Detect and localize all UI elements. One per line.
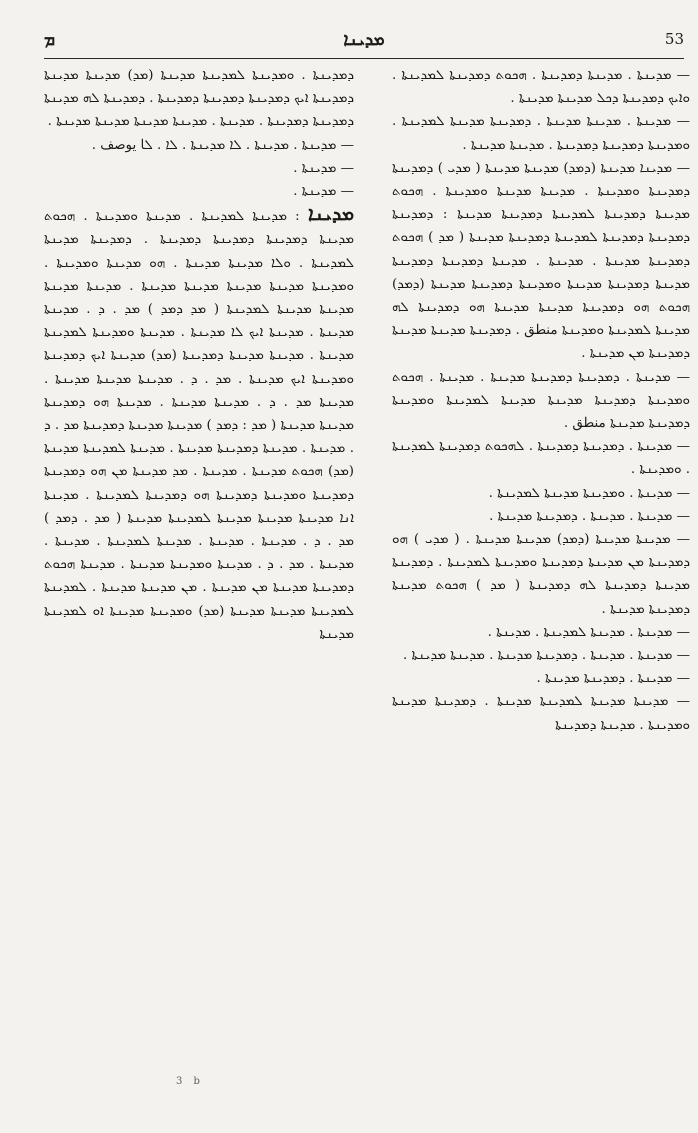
entry-paragraph: — ܡܕܝܢܬܐ . — [293, 184, 354, 200]
running-title: ܡܕܝܢܐ — [343, 30, 385, 50]
entry-paragraph: — ܡܕܝܢܬܐ . ܘܡܕܝܢܬܐ ܡܕܝܢܬܐ ܠܡܕܝܢܬܐ . — [488, 485, 690, 501]
entry-paragraph: — ܡܕܝܢܬܐ . ܡܕܝܢܬܐ ܡܕܝܢܬܐ . ܕܡܕܝܢܬܐ ܡܕܝܢܬܐ ܠܡܕܝܢܬܐ . ܘܡܕܝܢܬܐ ܕܡܕܝܢܬܐ ܕܡܕܝܢܬܐ . ܡܕܝܢܬܐ ܡܕܝܢܬܐ . — [392, 114, 690, 153]
left-column — [44, 64, 354, 1084]
page-header — [44, 30, 684, 54]
entry-paragraph: — ܡܕܝܢܬܐ . ܕܡܕܝܢܬܐ ܡܕܝܢܬܐ . — [536, 671, 690, 687]
entry-paragraph: — ܡܕܝܢܬܐ ܡܕܝܢܬܐ ܠܡܕܝܢܬܐ ܡܕܝܢܬܐ . ܕܡܕܝܢܬܐ ܡܕܝܢܬܐ ܘܡܕܝܢܬܐ . ܡܕܝܢܬܐ ܕܡܕܝܢܬܐ — [392, 694, 690, 733]
header-rule — [44, 58, 684, 59]
page-number: 53 — [664, 30, 684, 48]
entry-paragraph: — ܡܕܝܢܐ ܡܕܝܢܬܐ (ܕܡܕ) ܡܕܝܢܬܐ ܡܕܝܢܬܐ ( ܡܕܝ ) ܕܡܕܝܢܬܐ ܕܡܕܝܢܬܐ ܘܡܕܝܢܬܐ . ܡܕܝܢܬܐ ܡܕܝܢܬܐ ܘܡܕܝܢܬܐ . ܗܟܘܬ ܡܕܝܢܬܐ ܕܡܕܝܢܬܐ ܠܡܕܝܢܬܐ ܕܡܕܝܢܬܐ ܡܕܝܢܬܐ : ܕܡܕܝܢܬܐ ܕܡܕܝܢܬܐ ܕܡܕܝܢܬܐ ܠܡܕܝܢܬܐ ܕܡܕܝܢܬܐ ܡܕܝܢܬܐ ( ܡܕ ) ܗܟܘܬ ܕܡܕܝܢܬܐ ܡܕܝܢܬܐ . ܡܕܝܢܬܐ . ܡܕܝܢܬܐ ܕܡܕܝܢܬܐ ܕܡܕܝܢܬܐ ܡܕܝܢܬܐ ܕܡܕܝܢܬܐ ܡܕܝܢܬܐ ܘܡܕܝܢܬܐ ܕܡܕܝܢܬܐ ܡܕܝܢܬܐ (ܕܡܕ) ܗܟܘܬ ܗܘ ܕܡܕܝܢܬܐ ܡܕܝܢܬܐ ܡܕܝܢܬܐ ܗܘ ܕܡܕܝܢܬܐ ܠܗ ܡܕܝܢܬܐ ܠܡܕܝܢܬܐ ܘܡܕܝܢܬܐ منطق . ܕܡܕܝܢܬܐ ܡܕܝܢܬܐ ܡܕܝܢܬܐ ܕܡܕܝܢܬܐ ܡܢ ܡܕܝܢܬܐ . — [392, 160, 690, 362]
entry-paragraph: — ܡܕܝܢܬܐ ܡܕܝܢܬܐ (ܕܡܕ) ܡܕܝܢܬܐ ܡܕܝܢܬܐ . ( ܡܕܝ ) ܗܘ ܕܡܕܝܢܬܐ ܡܢ ܡܕܝܢܬܐ ܕܡܕܝܢܬܐ ܘܡܕܝܢܬܐ ܠܡܕܝܢܬܐ . ܕܡܕܝܢܬܐ ܡܕܝܢܬܐ ܕܡܕܝܢܬܐ ܠܗ ܕܡܕܝܢܬܐ ( ܡܕ ) ܗܟܘܬ ܡܕܝܢܬܐ ܕܡܕܝܢܬܐ ܡܕܝܢܬܐ . — [392, 532, 690, 617]
entry-paragraph: — ܡܕܝܢܬܐ . ܕܡܕܝܢܬܐ ܕܡܕܝܢܬܐ ܡܕܝܢܬܐ . ܡܕܝܢܬܐ . ܗܟܘܬ ܘܡܕܝܢܬܐ ܕܡܕܝܢܬܐ ܡܕܝܢܬܐ ܡܕܝܢܬܐ ܠܡܕܝܢܬܐ ܘܡܕܝܢܬܐ ܕܡܕܝܢܬܐ ܡܕܝܢܬܐ منطق . — [392, 369, 690, 432]
main-entry-text: : ܡܕܝܢܬܐ ܠܡܕܝܢܬܐ . ܡܕܝܢܬܐ ܘܡܕܝܢܬܐ . ܗܟܘܬ ܡܕܝܢܬܐ ܕܡܕܝܢܬܐ ܕܡܕܝܢܬܐ ܕܡܕܝܢܬܐ . ܕܡܕܝܢܬܐ ܡܕܝܢܬܐ ܠܡܕܝܢܬܐ . ܘܠܐ ܡܕܝܢܬܐ ܡܕܝܢܬܐ . ܗܘ ܡܕܝܢܬܐ ܘܡܕܝܢܬܐ . ܘܡܕܝܢܬܐ ܡܕܝܢܬܐ ܡܕܝܢܬܐ ܡܕܝܢܬܐ ܡܕܝܢܬܐ . ܡܕܝܢܬܐ ܡܕܝܢܬܐ ܡܕܝܢܬܐ ܡܕܝܢܬܐ ܠܡܕܝܢܬܐ ( ܡܕ ܕܡܕ ) ܡܕ . ܕ . ܡܕܝܢܬܐ ܡܕܝܢܬܐ . ܡܕܝܢܬܐ ܐܝܟ ܠܐ ܡܕܝܢܬܐ . ܡܕܝܢܬܐ ܘܡܕܝܢܬܐ ܠܡܕܝܢܬܐ ܡܕܝܢܬܐ . ܡܕܝܢܬܐ ܡܕܝܢܬܐ ܕܡܕܝܢܬܐ (ܡܕ) ܡܕܝܢܬܐ ܐܝܟ ܕܡܕܝܢܬܐ ܘܡܕܝܢܬܐ ܐܝܟ ܡܕܝܢܬܐ . ܡܕ . ܕ . ܡܕܝܢܬܐ ܡܕܝܢܬܐ ܡܕܝܢܬܐ . ܡܕܝܢܬܐ ܡܕ . ܕ . ܡܕܝܢܬܐ ܡܕܝܢܬܐ . ܡܕܝܢܬܐ ܗܘ ܕܡܕܝܢܬܐ ܡܕܝܢܬܐ ܡܕܝܢܬܐ ( ܡܕ : ܕܡܕ ) ܡܕܝܢܬܐ ܡܕܝܢܬܐ ܕܡܕܝܢܬܐ ܡܕ . ܕ . ܡܕܝܢܬܐ . ܡܕܝܢܬܐ ܕܡܕܝܢܬܐ ܡܕܝܢܬܐ . ܡܕܝܢܬܐ ܠܡܕܝܢܬܐ ܡܕܝܢܬܐ (ܡܕ) ܗܟܘܬ ܡܕܝܢܬܐ . ܡܕܝܢܬܐ . ܡܕ ܡܕܝܢܬܐ ܡܢ ܗܘ ܕܡܕܝܢܬܐ ܕܡܕܝܢܬܐ ܘܡܕܝܢܬܐ ܕܡܕܝܢܬܐ ܗܘ ܕܡܕܝܢܬܐ ܠܡܕܝܢܬܐ . ܡܕܝܢܬܐ ܐܢܐ ܡܕܝܢܬܐ ܡܕܝܢܬܐ ܡܕܝܢܬܐ ܠܡܕܝܢܬܐ ܡܕܝܢܬܐ ( ܡܕ . ܕܡܕ ) ܡܕ . ܕ . ܡܕܝܢܬܐ . ܡܕܝܢܬܐ . ܡܕܝܢܬܐ ܠܡܕܝܢܬܐ . ܡܕܝܢܬܐ . ܡܕܝܢܬܐ . ܡܕ . ܕ . ܡܕܝܢܬܐ ܘܡܕܝܢܬܐ ܡܕܝܢܬܐ . ܡܕܝܢܬܐ ܗܟܘܬ ܕܡܕܝܢܬܐ ܡܕܝܢܬܐ ܡܢ ܡܕܝܢܬܐ . ܡܢ ܡܕܝܢܬܐ ܡܕܝܢܬܐ . ܠܡܕܝܢܬܐ ܠܡܕܝܢܬܐ ܡܕܝܢܬܐ ܡܕܝܢܬܐ (ܡܕ) ܘܡܕܝܢܬܐ ܡܕܝܢܬܐ ܐܘ ܠܡܕܝܢܬܐ ܡܕܝܢܬܐ — [44, 209, 354, 642]
continuation-paragraph: ܕܡܕܝܢܬܐ . ܘܡܕܝܢܬܐ ܠܡܕܝܢܬܐ ܡܕܝܢܬܐ (ܡܕ) ܡܕܝܢܬܐ ܡܕܝܢܬܐ ܕܡܕܝܢܬܐ ܐܝܟ ܕܡܕܝܢܬܐ ܕܡܕܝܢܬܐ ܕܡܕܝܢܬܐ . ܕܡܕܝܢܬܐ ܠܗ ܡܕܝܢܬܐ ܕܡܕܝܢܬܐ ܕܡܕܝܢܬܐ . ܡܕܝܢܬܐ . ܡܕܝܢܬܐ ܡܕܝܢܬܐ ܡܕܝܢܬܐ ܡܕܝܢܬܐ . — [44, 68, 354, 130]
right-column — [392, 64, 690, 1084]
entry-paragraph: — ܡܕܝܢܬܐ . ܡܕܝܢܬܐ . ܠܐ ܡܕܝܢܬܐ . ܠܐ . ܠا يوصف . — [91, 137, 354, 153]
entry-paragraph: — ܡܕܝܢܬܐ . ܡܕܝܢܬܐ ܕܡܕܝܢܬܐ . ܗܟܘܬ ܕܡܕܝܢܬܐ ܠܡܕܝܢܬܐ . ܘܐܝܟ ܕܡܕܝܢܬܐ ܕܟܠ ܡܕܝܢܬܐ ܡܕܝܢܬܐ . — [392, 68, 690, 107]
entry-paragraph: — ܡܕܝܢܬܐ . ܡܕܝܢܬܐ . ܕܡܕܝܢܬܐ ܡܕܝܢܬܐ . ܡܕܝܢܬܐ ܡܕܝܢܬܐ . — [402, 648, 690, 664]
entry-paragraph: — ܡܕܝܢܬܐ . ܕܡܕܝܢܬܐ ܕܡܕܝܢܬܐ . ܠܗܟܘܬ ܕܡܕܝܢܬܐ ܠܡܕܝܢܬܐ . ܘܡܕܝܢܬܐ . — [392, 439, 690, 478]
headword: ܡܕܝܢܐ — [307, 203, 354, 226]
main-entry — [44, 203, 354, 646]
entry-paragraph: — ܡܕܝܢܬܐ . ܡܕܝܢܬܐ ܠܡܕܝܢܬܐ . ܡܕܝܢܬܐ . — [487, 624, 690, 640]
entry-paragraph: — ܡܕܝܢܬܐ . ܡܕܝܢܬܐ . ܕܡܕܝܢܬܐ ܡܕܝܢܬܐ . — [489, 508, 690, 524]
section-letter: ܡ — [44, 30, 56, 50]
entry-paragraph: — ܡܕܝܢܬܐ . — [293, 160, 354, 176]
footer-signature: 3 b — [176, 1076, 204, 1087]
